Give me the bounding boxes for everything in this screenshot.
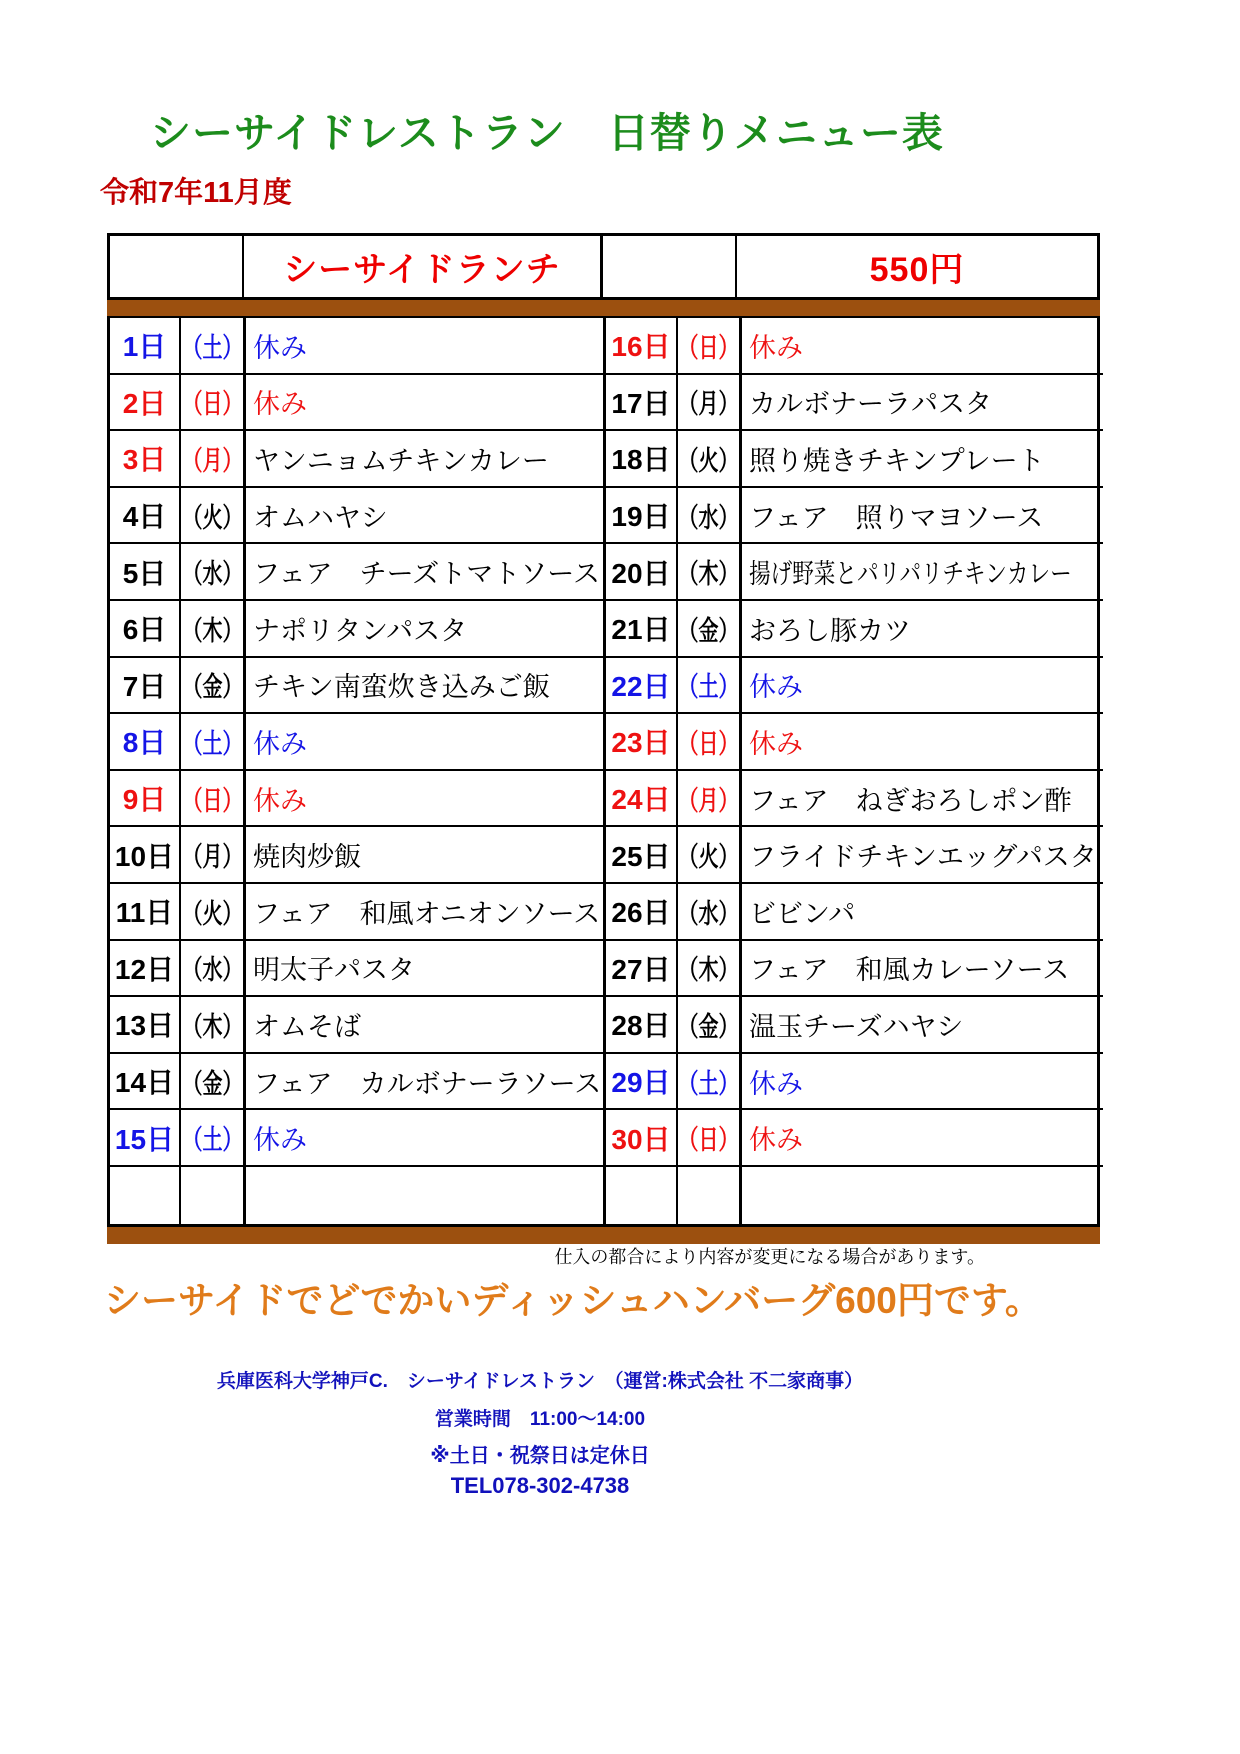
menu-cell-text: ビビンパ: [749, 898, 856, 929]
day-cell: [606, 1110, 678, 1167]
weekday-cell-text: （火）: [182, 898, 242, 929]
weekday-cell: [181, 941, 246, 998]
weekday-cell: [678, 488, 742, 545]
day-cell: [606, 884, 678, 941]
weekday-cell: [181, 827, 246, 884]
period-label: 令和7年11月度: [100, 177, 292, 209]
menu-cell-text: カルボナーラパスタ: [749, 389, 992, 420]
day-cell-text: 5日: [122, 557, 167, 589]
day-cell: [110, 1167, 181, 1224]
day-cell: [606, 658, 678, 715]
day-cell-text: 10日: [114, 840, 175, 872]
day-cell: [110, 318, 181, 375]
menu-cell: [742, 1054, 1103, 1111]
weekday-cell: [181, 997, 246, 1054]
day-cell-text: 15日: [114, 1123, 175, 1155]
menu-cell: [742, 884, 1103, 941]
menu-cell-text: 休み: [749, 1125, 803, 1156]
day-cell-text: 1日: [122, 331, 167, 363]
day-cell-text: 14日: [114, 1067, 175, 1099]
day-cell: [606, 997, 678, 1054]
weekday-cell-text: （土）: [182, 332, 242, 363]
menu-cell: [246, 941, 606, 998]
day-cell: [110, 884, 181, 941]
day-cell: [110, 375, 181, 432]
menu-cell-text: 休み: [253, 785, 307, 816]
menu-cell: [246, 431, 606, 488]
menu-cell: [742, 941, 1103, 998]
menu-cell: [246, 1054, 606, 1111]
day-cell-text: 30日: [611, 1123, 671, 1155]
weekday-cell: [678, 941, 742, 998]
day-cell: [606, 544, 678, 601]
weekday-cell-text: （月）: [182, 842, 242, 873]
lunch-header-cell: [244, 236, 603, 297]
menu-cell-text: フェア 和風カレーソース: [749, 955, 1070, 986]
menu-cell-text: 休み: [253, 1125, 307, 1156]
weekday-cell-text: （土）: [678, 1068, 739, 1099]
weekday-cell: [678, 997, 742, 1054]
day-cell-text: 2日: [122, 387, 167, 419]
menu-cell-text: 休み: [253, 728, 307, 759]
weekday-cell: [181, 318, 246, 375]
lunch-label: シーサイドランチ: [283, 251, 561, 289]
menu-cell-text: フェア 照りマヨソース: [749, 502, 1044, 533]
day-cell-text: 20日: [611, 557, 671, 589]
day-cell: [110, 658, 181, 715]
menu-cell-text: フェア 和風オニオンソース: [253, 898, 601, 929]
weekday-cell: [181, 884, 246, 941]
weekday-cell-text: （月）: [678, 785, 739, 816]
day-cell-text: 21日: [611, 614, 671, 646]
weekday-cell-text: （木）: [678, 955, 739, 986]
weekday-cell: [181, 601, 246, 658]
day-cell-text: 24日: [611, 784, 671, 816]
weekday-cell: [678, 375, 742, 432]
weekday-cell-text: （日）: [182, 389, 242, 420]
weekday-cell: [678, 431, 742, 488]
weekday-cell-text: （月）: [182, 445, 242, 476]
menu-cell: [246, 375, 606, 432]
header-band: [107, 300, 1100, 316]
menu-cell: [742, 1167, 1103, 1224]
weekday-cell-text: （水）: [182, 955, 242, 986]
day-cell: [110, 714, 181, 771]
weekday-cell: [678, 1167, 742, 1224]
menu-cell-text: フェア カルボナーラソース: [253, 1068, 602, 1099]
weekday-cell: [181, 431, 246, 488]
weekday-cell-text: （火）: [678, 842, 739, 873]
promo-banner: シーサイドでどでかいディッシュハンバーグ600円です。: [104, 1280, 1042, 1321]
day-cell-text: 17日: [611, 387, 671, 419]
weekday-cell-text: （日）: [678, 728, 739, 759]
weekday-cell: [678, 714, 742, 771]
menu-cell-text: 休み: [253, 332, 307, 363]
menu-cell-text: フェア ねぎおろしポン酢: [749, 785, 1072, 816]
day-cell-text: 22日: [611, 670, 671, 702]
menu-cell-text: 温玉チーズハヤシ: [749, 1011, 964, 1042]
day-cell: [110, 431, 181, 488]
day-cell-text: 8日: [122, 727, 167, 759]
weekday-cell-text: （金）: [182, 672, 242, 703]
weekday-cell: [181, 1167, 246, 1224]
day-cell-text: 25日: [611, 840, 671, 872]
menu-cell-text: フェア チーズトマトソース: [253, 559, 600, 590]
weekday-cell-text: （火）: [678, 445, 739, 476]
weekday-cell-text: （金）: [678, 615, 739, 646]
day-cell: [110, 771, 181, 828]
weekday-cell-text: （火）: [182, 502, 242, 533]
menu-cell: [246, 488, 606, 545]
change-notice: 仕入の都合により内容が変更になる場合があります。: [554, 1247, 985, 1267]
footer-operator-line: 兵庫医科大学神戸C. シーサイドレストラン （運営:株式会社 不二家商事）: [216, 1371, 864, 1392]
day-cell-text: 29日: [611, 1067, 671, 1099]
weekday-cell-text: （水）: [678, 502, 739, 533]
day-cell: [110, 544, 181, 601]
menu-cell: [742, 771, 1103, 828]
weekday-cell: [678, 318, 742, 375]
footer-hours: 営業時間 11:00～14:00: [434, 1409, 646, 1430]
weekday-cell: [678, 884, 742, 941]
table-header: [107, 233, 1100, 300]
menu-cell-text: 明太子パスタ: [253, 955, 415, 986]
day-cell: [606, 771, 678, 828]
menu-cell: [246, 318, 606, 375]
price-header-cell: [737, 236, 1097, 297]
header-spacer-right: [603, 236, 737, 297]
weekday-cell: [678, 1054, 742, 1111]
menu-cell: [246, 601, 606, 658]
weekday-cell: [678, 827, 742, 884]
menu-cell-text: 焼肉炒飯: [253, 842, 361, 873]
menu-cell: [742, 658, 1103, 715]
weekday-cell: [678, 601, 742, 658]
day-cell: [606, 827, 678, 884]
day-cell-text: 19日: [611, 501, 671, 533]
weekday-cell-text: （木）: [678, 559, 739, 590]
day-cell: [606, 488, 678, 545]
weekday-cell: [678, 544, 742, 601]
menu-cell-text: フライドチキンエッグパスタ: [749, 842, 1097, 873]
day-cell: [110, 601, 181, 658]
menu-cell-text: おろし豚カツ: [749, 615, 911, 646]
day-cell-text: 3日: [122, 444, 167, 476]
menu-cell: [742, 1110, 1103, 1167]
day-cell: [606, 714, 678, 771]
header-spacer-left: [110, 236, 244, 297]
menu-cell-text: 揚げ野菜とパリパリチキンカレー: [749, 559, 1072, 590]
menu-table: [107, 233, 1100, 1244]
weekday-cell-text: （土）: [678, 672, 739, 703]
weekday-cell-text: （木）: [182, 615, 242, 646]
day-cell: [606, 1054, 678, 1111]
weekday-cell: [181, 488, 246, 545]
day-cell: [606, 941, 678, 998]
price-label: 550円: [869, 251, 965, 289]
weekday-cell-text: （月）: [678, 389, 739, 420]
day-cell-text: 6日: [122, 614, 167, 646]
day-cell: [606, 1167, 678, 1224]
menu-cell: [246, 827, 606, 884]
menu-cell-text: 休み: [253, 389, 307, 420]
day-cell-text: 13日: [114, 1010, 175, 1042]
weekday-cell-text: （日）: [678, 1125, 739, 1156]
day-cell: [110, 1054, 181, 1111]
day-cell-text: 12日: [114, 953, 175, 985]
weekday-cell-text: （金）: [678, 1011, 739, 1042]
menu-cell: [246, 771, 606, 828]
day-cell-text: 11日: [115, 897, 174, 929]
menu-cell-text: 休み: [749, 672, 803, 703]
menu-cell-text: オムそば: [253, 1011, 361, 1042]
menu-cell-text: オムハヤシ: [253, 502, 388, 533]
weekday-cell: [181, 714, 246, 771]
day-cell: [110, 997, 181, 1054]
day-cell: [606, 601, 678, 658]
menu-cell: [246, 1167, 606, 1224]
day-cell-text: 7日: [122, 670, 167, 702]
menu-cell: [742, 544, 1103, 601]
menu-cell: [742, 488, 1103, 545]
footer-phone: TEL078-302-4738: [450, 1473, 630, 1498]
day-cell-text: 26日: [611, 897, 671, 929]
menu-cell: [246, 1110, 606, 1167]
weekday-cell: [181, 375, 246, 432]
weekday-cell: [678, 658, 742, 715]
day-cell-text: 18日: [611, 444, 671, 476]
menu-cell-text: チキン南蛮炊き込みご飯: [253, 672, 550, 703]
footer: [0, 1366, 1080, 1499]
day-cell: [606, 318, 678, 375]
weekday-cell: [181, 658, 246, 715]
weekday-cell: [181, 1110, 246, 1167]
day-cell-text: 23日: [611, 727, 671, 759]
menu-cell: [246, 714, 606, 771]
menu-cell: [742, 431, 1103, 488]
weekday-cell-text: （金）: [182, 1068, 242, 1099]
menu-cell-text: 照り焼きチキンプレート: [749, 445, 1045, 476]
weekday-cell-text: （日）: [678, 332, 739, 363]
weekday-cell: [678, 771, 742, 828]
weekday-cell-text: （水）: [182, 559, 242, 590]
day-cell: [606, 431, 678, 488]
day-cell-text: 9日: [122, 784, 167, 816]
menu-cell: [246, 884, 606, 941]
menu-cell: [742, 997, 1103, 1054]
menu-cell: [246, 997, 606, 1054]
weekday-cell-text: （土）: [182, 728, 242, 759]
menu-cell-text: ナポリタンパスタ: [253, 615, 468, 646]
weekday-cell: [678, 1110, 742, 1167]
day-cell: [110, 488, 181, 545]
menu-cell-text: 休み: [749, 1068, 803, 1099]
footer-closed-days: ※土日・祝祭日は定休日: [430, 1445, 650, 1467]
menu-cell: [742, 601, 1103, 658]
menu-cell: [246, 658, 606, 715]
weekday-cell: [181, 544, 246, 601]
table-bottom-bar: [107, 1227, 1100, 1244]
day-cell-text: 27日: [611, 953, 671, 985]
day-cell: [110, 941, 181, 998]
menu-cell: [246, 544, 606, 601]
menu-cell: [742, 827, 1103, 884]
weekday-cell: [181, 771, 246, 828]
day-cell-text: 4日: [122, 501, 167, 533]
menu-cell: [742, 375, 1103, 432]
weekday-cell-text: （水）: [678, 898, 739, 929]
day-cell-text: 28日: [611, 1010, 671, 1042]
menu-cell-text: 休み: [749, 728, 803, 759]
menu-cell-text: ヤンニョムチキンカレー: [253, 445, 549, 476]
day-cell: [110, 1110, 181, 1167]
weekday-cell-text: （日）: [182, 785, 242, 816]
weekday-cell-text: （木）: [182, 1011, 242, 1042]
day-cell: [110, 827, 181, 884]
weekday-cell-text: （土）: [182, 1125, 242, 1156]
day-cell-text: 16日: [611, 331, 671, 363]
menu-grid: [107, 316, 1100, 1227]
day-cell: [606, 375, 678, 432]
menu-cell-text: 休み: [749, 332, 803, 363]
page-title: シーサイドレストラン 日替りメニュー表: [150, 110, 944, 156]
weekday-cell: [181, 1054, 246, 1111]
menu-cell: [742, 318, 1103, 375]
menu-cell: [742, 714, 1103, 771]
